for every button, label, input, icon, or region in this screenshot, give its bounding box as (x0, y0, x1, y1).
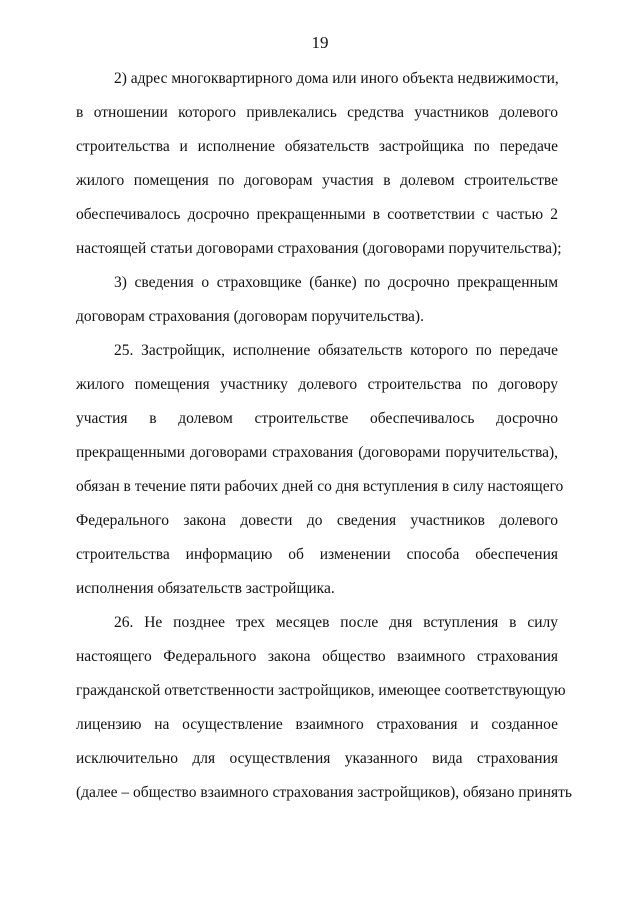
text-line: 3) сведения о страховщике (банке) по досрочно прекращенным (114, 274, 558, 291)
paragraph-article-25 (76, 334, 564, 606)
text-line: настоящей статьи договорами страхования (договорами поручительства); (76, 240, 562, 257)
text-line: настоящего Федерального закона общество взаимного страхования (76, 648, 558, 665)
paragraph-article-26 (76, 606, 572, 810)
text-line: прекращенными договорами страхования (договорами поручительства), (76, 444, 558, 461)
text-line: обязан в течение пяти рабочих дней со дня вступления в силу настоящего (76, 478, 564, 495)
text-line: исключительно для осуществления указанного вида страхования (76, 750, 558, 767)
text-line: в отношении которого привлекались средства участников долевого (76, 104, 558, 121)
text-line: исполнения обязательств застройщика. (76, 580, 335, 597)
text-line: 2) адрес многоквартирного дома или иного объекта недвижимости, (114, 70, 559, 87)
text-line: жилого помещения по договорам участия в долевом строительстве (76, 172, 558, 189)
text-line: обеспечивалось досрочно прекращенными в соответствии с частью 2 (76, 206, 558, 223)
paragraph-item-2 (76, 62, 562, 266)
text-line: строительства информацию об изменении способа обеспечения (76, 546, 558, 563)
text-line: Федерального закона довести до сведения участников долевого (76, 512, 558, 529)
text-line: (далее – общество взаимного страхования застройщиков), обязано принять (76, 784, 572, 801)
text-line: 25. Застройщик, исполнение обязательств которого по передаче (114, 342, 558, 359)
text-line: договорам страхования (договорам поручительства). (76, 308, 424, 325)
text-line: гражданской ответственности застройщиков, имеющее соответствующую (76, 682, 566, 699)
text-line: участия в долевом строительстве обеспечивалось досрочно (76, 410, 558, 427)
text-line: жилого помещения участнику долевого строительства по договору (76, 376, 558, 393)
document-body (76, 62, 572, 810)
text-line: 26. Не позднее трех месяцев после дня вступления в силу (114, 614, 558, 631)
page-number: 19 (311, 33, 329, 52)
paragraph-item-3 (76, 266, 558, 334)
text-line: строительства и исполнение обязательств застройщика по передаче (76, 138, 558, 155)
text-line: лицензию на осуществление взаимного страхования и созданное (76, 716, 558, 733)
